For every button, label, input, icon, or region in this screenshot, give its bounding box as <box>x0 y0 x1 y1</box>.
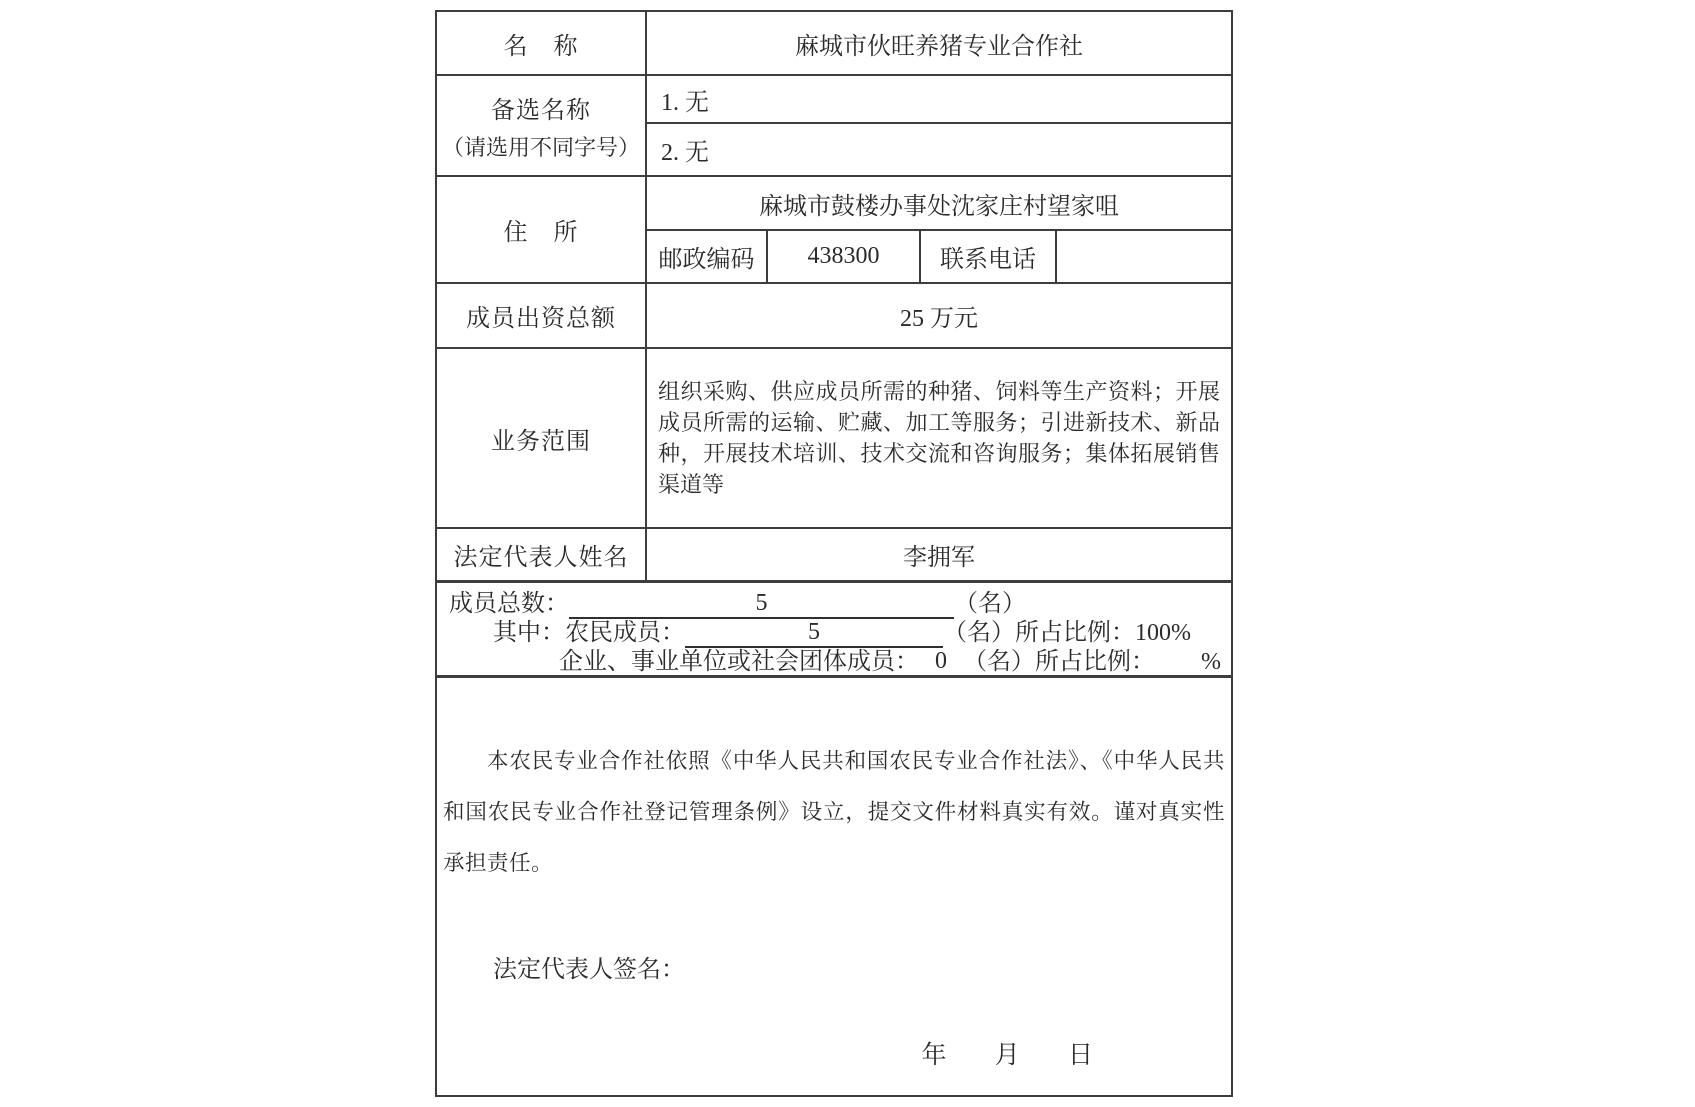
members-total-label: 成员总数： <box>449 591 569 617</box>
business-scope-label: 业务范围 <box>437 349 647 527</box>
alternative-name-label-line1: 备选名称 <box>491 97 591 124</box>
capital-value: 25 万元 <box>900 306 978 332</box>
alternative-name-option-2: 2. 无 <box>661 140 709 166</box>
phone-label: 联系电话 <box>921 231 1057 282</box>
postal-phone-row <box>647 231 1231 282</box>
business-scope-row <box>437 347 1231 527</box>
date-day-label: 日 <box>1067 1042 1093 1069</box>
declaration-line-3: 承担责任。 <box>443 851 554 875</box>
postal-code-value: 438300 <box>768 231 921 282</box>
members-among-label: 其中： <box>493 620 565 646</box>
address-value-area <box>647 177 1231 282</box>
members-total-field: 5 <box>569 590 954 619</box>
signature-label: 法定代表人签名： <box>493 957 685 983</box>
alternative-name-option-1: 1. 无 <box>647 76 1231 124</box>
members-farmer-ratio: 100% <box>1135 620 1191 646</box>
alternative-name-label <box>437 76 647 175</box>
members-farmer-line <box>437 619 1231 648</box>
members-farmer-suffix: （名）所占比例： <box>943 620 1135 646</box>
date-year-label: 年 <box>921 1042 947 1069</box>
postal-code-label: 邮政编码 <box>647 231 768 282</box>
members-section <box>437 580 1231 675</box>
name-row <box>437 12 1231 74</box>
legal-representative-value: 李拥军 <box>903 545 975 571</box>
name-value: 麻城市伙旺养猪专业合作社 <box>795 33 1083 60</box>
members-org-field: 0 <box>919 648 963 677</box>
members-total-line <box>437 590 1231 619</box>
date-line <box>437 1035 1231 1071</box>
cooperative-registration-form <box>435 10 1233 1097</box>
legal-representative-label: 法定代表人姓名 <box>437 529 647 580</box>
declaration-line-1: 本农民专业合作社依照《中华人民共和国农民专业合作社法》、《中华人民共 <box>487 749 1225 773</box>
legal-representative-row <box>437 527 1231 580</box>
name-label: 名 称 <box>437 12 647 74</box>
capital-row <box>437 282 1231 347</box>
alternative-name-label-line2: （请选用不同字号） <box>441 134 640 160</box>
members-org-suffix: （名）所占比例： <box>963 649 1155 675</box>
capital-label: 成员出资总额 <box>437 284 647 347</box>
address-label: 住 所 <box>437 177 647 282</box>
business-scope-value: 组织采购、供应成员所需的种猪、饲料等生产资料；开展成员所需的运输、贮藏、加工等服务；引进新技术、新品种，开展技术培训、技术交流和咨询服务；集体拓展销售渠道等 <box>658 379 1220 497</box>
alternative-name-row <box>437 74 1231 175</box>
phone-value <box>1057 231 1231 282</box>
declaration-line-2: 和国农民专业合作社登记管理条例》设立，提交文件材料真实有效。谨对真实性 <box>443 800 1225 824</box>
declaration-section <box>437 675 1231 1095</box>
members-org-label: 企业、事业单位或社会团体成员： <box>559 649 919 675</box>
address-value: 麻城市鼓楼办事处沈家庄村望家咀 <box>647 177 1231 231</box>
declaration-paragraph <box>437 678 1231 889</box>
alternative-name-options <box>647 76 1231 175</box>
address-row <box>437 175 1231 282</box>
members-total-suffix: （名） <box>954 591 1026 617</box>
members-percent-sign: % <box>1201 649 1221 675</box>
business-scope-value-area <box>647 349 1231 527</box>
members-org-line <box>437 648 1231 677</box>
members-farmer-label: 农民成员： <box>565 620 685 646</box>
members-farmer-field: 5 <box>685 619 943 648</box>
members-section-inner <box>437 583 1231 677</box>
date-month-label: 月 <box>994 1042 1020 1069</box>
